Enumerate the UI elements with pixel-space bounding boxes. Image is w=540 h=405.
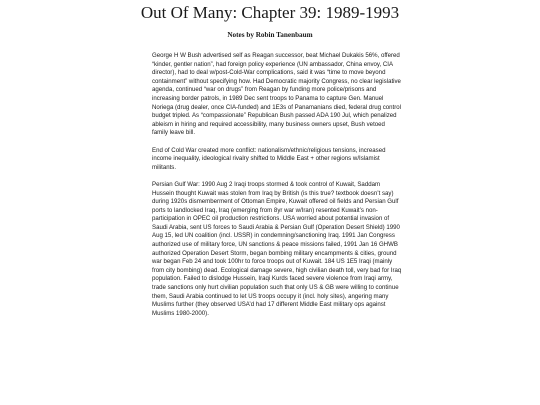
paragraph-persian-gulf-war: Persian Gulf War: 1990 Aug 2 Iraqi troops stormed & took control of Kuwait, Saddam Hussein thought Kuwait was stolen from Iraq by British (is this true? textbook doesn’t say) during 1920s dismemberment of Ottoman Empire, Kuwait offered oil fields and Persian Gulf ports to landlocked Iraq, Iraq (emerging from 8yr war w/Iran) resented Kuwait’s non-participation in OPEC oil production restrictions. USA worried about potential invasion of Saudi Arabia, sent US forces to Saudi Arabia & Persian Gulf (Operation Desert Shield) 1990 Aug 15, led UN coalition (incl. USSR) in condemning/sanctioning Iraq. 1991 Jan Congress authorized use of military force, UN sanctions & peace missions failed, 1991 Jan 16 GHWB authorized Operation Desert Storm, began bombing military encampments & cities, ground war began Feb 24 and took 100hr to force troops out of Kuwait. 184 US 1E5 Iraqi (mainly from city bombing) dead. Ecological damage severe, high civilian death toll, very bad for Iraq population. Failed to dislodge Hussein, Iraqi Kurds faced severe violence from Iraqi army, trade sanctions only hurt civilian population such that only US & GB were willing to continue them, Saudi Arabia continued to let US troops occupy it (incl. holy sites), angering many Muslims further (they observed USA’d had 17 different Middle East military ops against Muslims 1980-2000). [152,180,402,317]
paragraph-end-of-cold-war: End of Cold War created more conflict: nationalism/ethnic/religious tensions, increased income inequality, ideological rivalry shifted to Middle East + other regions w/Islamist militants. [152,146,386,171]
document-body [152,52,402,327]
paragraph-bush-administration: George H W Bush advertised self as Reagan successor, beat Michael Dukakis 56%, offered “kinder, gentler nation”, had foreign policy experience (UN ambassador, China envoy, CIA director), had to deal w/post-Cold-War complications, said it was “time to move beyond containment” without specifying how. Had Democratic majority Congress, no clear legislative agenda, continued “war on drugs” from Reagan by funding more police/prisons and increasing border patrols, in 1989 Dec sent troops to Panama to capture Gen. Manuel Noriega (drug dealer, once CIA-funded) and 1E3s of Panamanians died, federal drug control budget tripled. As “compassionate” Republican Bush passed ADA 190 Jul, which penalized ableism in hiring and required accessibility, many business owners upset, Bush vetoed family leave bill. [152,52,401,137]
author-byline: Notes by Robin Tanenbaum [227,31,313,39]
page-title: Out Of Many: Chapter 39: 1989-1993 [140,3,400,22]
